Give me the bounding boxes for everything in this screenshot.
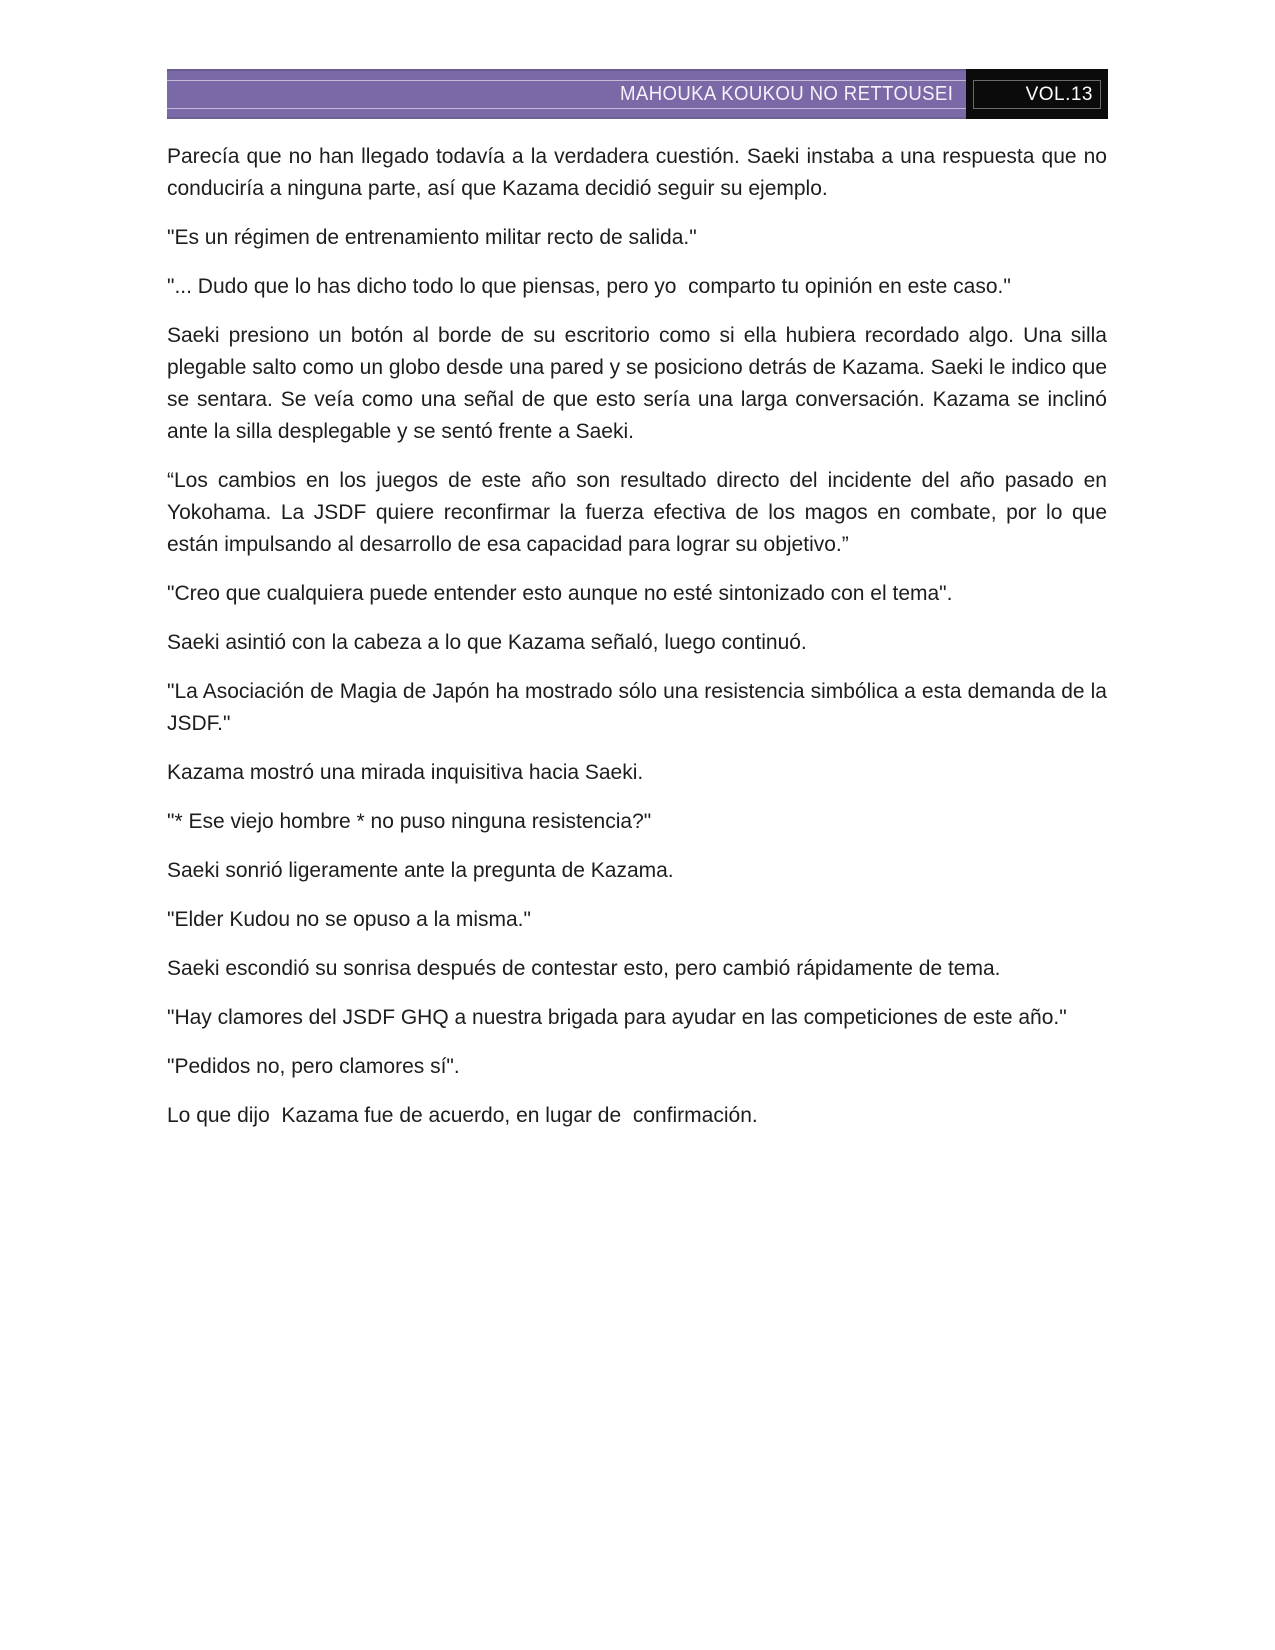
header-volume-cell <box>966 69 1108 119</box>
paragraph: Saeki escondió su sonrisa después de contestar esto, pero cambió rápidamente de tema. <box>167 957 1001 980</box>
paragraph: “Los cambios en los juegos de este año son resultado directo del incidente del año pasado en Yokohama. La JSDF quiere reconfirmar la fuerza efectiva de los magos en combate, por lo que están impulsando al desarrollo de esa capacidad para lograr su objetivo.” <box>167 469 1107 556</box>
paragraph: "Pedidos no, pero clamores sí". <box>167 1055 460 1078</box>
paragraph: "Hay clamores del JSDF GHQ a nuestra brigada para ayudar en las competiciones de este año." <box>167 1006 1067 1029</box>
paragraph: Saeki sonrió ligeramente ante la pregunta de Kazama. <box>167 859 674 882</box>
paragraph: "Creo que cualquiera puede entender esto aunque no esté sintonizado con el tema". <box>167 582 953 605</box>
book-title: MAHOUKA KOUKOU NO RETTOUSEI <box>619 83 953 105</box>
paragraph: Saeki asintió con la cabeza a lo que Kazama señaló, luego continuó. <box>167 631 807 654</box>
paragraph: Parecía que no han llegado todavía a la verdadera cuestión. Saeki instaba a una respuesta que no conduciría a ninguna parte, así que Kazama decidió seguir su ejemplo. <box>167 145 1107 200</box>
paragraph: "Es un régimen de entrenamiento militar recto de salida." <box>167 226 697 249</box>
volume-label: VOL.13 <box>1025 83 1093 105</box>
paragraph: Lo que dijo Kazama fue de acuerdo, en lugar de confirmación. <box>167 1104 758 1127</box>
page-header <box>167 69 1108 119</box>
page-body <box>167 141 1107 1149</box>
header-title-band <box>167 80 966 109</box>
paragraph: "... Dudo que lo has dicho todo lo que piensas, pero yo comparto tu opinión en este caso." <box>167 275 1011 298</box>
paragraph: "La Asociación de Magia de Japón ha mostrado sólo una resistencia simbólica a esta demanda de la JSDF." <box>167 680 1107 735</box>
paragraph: Kazama mostró una mirada inquisitiva hacia Saeki. <box>167 761 644 784</box>
paragraph: "Elder Kudou no se opuso a la misma." <box>167 908 531 931</box>
paragraph: Saeki presiono un botón al borde de su escritorio como si ella hubiera recordado algo. Una silla plegable salto como un globo desde una pared y se posiciono detrás de Kazama. Saeki le indico que se sentara. Se veía como una señal de que esto sería una larga conversación. Kazama se inclinó ante la silla desplegable y se sentó frente a Saeki. <box>167 324 1107 443</box>
header-volume-band <box>973 80 1101 109</box>
header-title-cell <box>167 69 966 119</box>
paragraph: "* Ese viejo hombre * no puso ninguna resistencia?" <box>167 810 652 833</box>
